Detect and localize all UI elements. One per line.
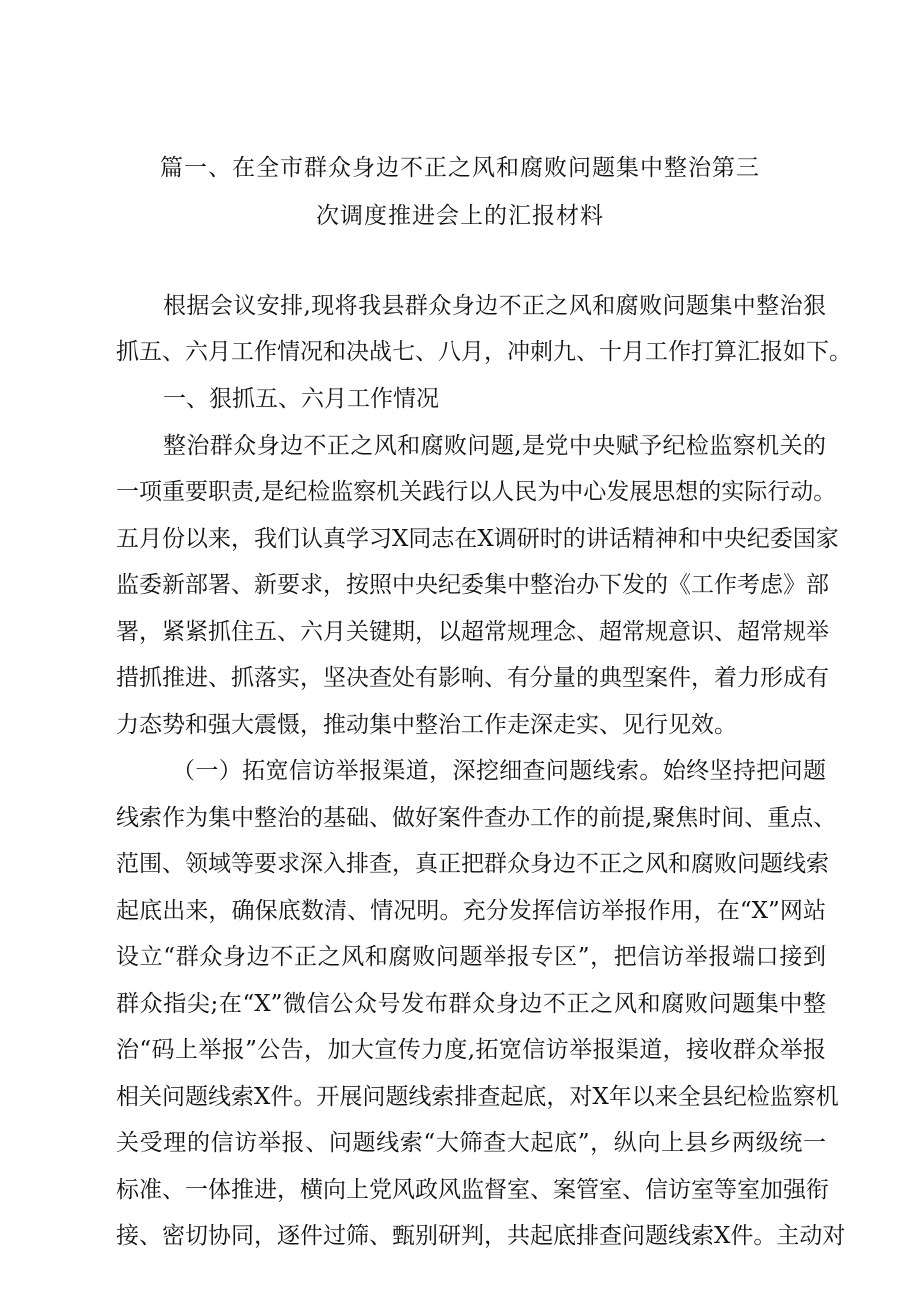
paragraph-line: 整治群众身边不正之风和腐败问题,是党中央赋予纪检监察机关的	[163, 433, 826, 459]
paragraph-line: 相关问题线索X件。开展问题线索排查起底，对X年以来全县纪检监察机	[116, 1084, 839, 1110]
subsection-line: （一）拓宽信访举报渠道，深挖细查问题线索。始终坚持把问题	[172, 758, 826, 784]
paragraph-line: 五月份以来，我们认真学习X同志在X调研时的讲话精神和中央纪委国家	[116, 526, 839, 552]
paragraph-line: 力态势和强大震慑，推动集中整治工作走深走实、见行见效。	[116, 712, 737, 738]
paragraph-line: 监委新部署、新要求，按照中央纪委集中整治办下发的《工作考虑》部	[116, 572, 829, 598]
paragraph-line: 治“码上举报”公告，加大宣传力度,拓宽信访举报渠道，接收群众举报	[116, 1037, 826, 1063]
paragraph-line: 关受理的信访举报、问题线索“大筛查大起底”，纵向上县乡两级统一	[116, 1130, 826, 1156]
section-heading: 一、狠抓五、六月工作情况	[163, 386, 439, 412]
paragraph-line: 抓五、六月工作情况和决战七、八月，冲刺九、十月工作打算汇报如下。	[116, 339, 852, 365]
paragraph-line: 范围、领域等要求深入排查，真正把群众身边不正之风和腐败问题线索	[116, 851, 829, 877]
document-title-line-1: 篇一、在全市群众身边不正之风和腐败问题集中整治第三	[160, 155, 760, 181]
paragraph-line: 标准、一体推进，横向上党风政风监督室、案管室、信访室等室加强衔	[116, 1177, 829, 1203]
paragraph-line: 接、密切协同，逐件过筛、甄别研判，共起底排查问题线索X件。主动对	[116, 1223, 846, 1249]
paragraph-line: 根据会议安排,现将我县群众身边不正之风和腐败问题集中整治狠	[163, 293, 826, 319]
paragraph-line: 线索作为集中整治的基础、做好案件查办工作的前提,聚焦时间、重点、	[116, 805, 837, 831]
paragraph-line: 群众指尖;在“X”微信公众号发布群众身边不正之风和腐败问题集中整	[116, 991, 826, 1017]
document-title-line-2: 次调度推进会上的汇报材料	[316, 203, 604, 229]
paragraph-line: 设立“群众身边不正之风和腐败问题举报专区”，把信访举报端口接到	[116, 944, 826, 970]
paragraph-line: 起底出来，确保底数清、情况明。充分发挥信访举报作用，在“X”网站	[116, 898, 826, 924]
paragraph-line: 署，紧紧抓住五、六月关键期，以超常规理念、超常规意识、超常规举	[116, 619, 829, 645]
paragraph-line: 措抓推进、抓落实，坚决查处有影响、有分量的典型案件，着力形成有	[116, 665, 829, 691]
paragraph-line: 一项重要职责,是纪检监察机关践行以人民为中心发展思想的实际行动。	[116, 479, 837, 505]
